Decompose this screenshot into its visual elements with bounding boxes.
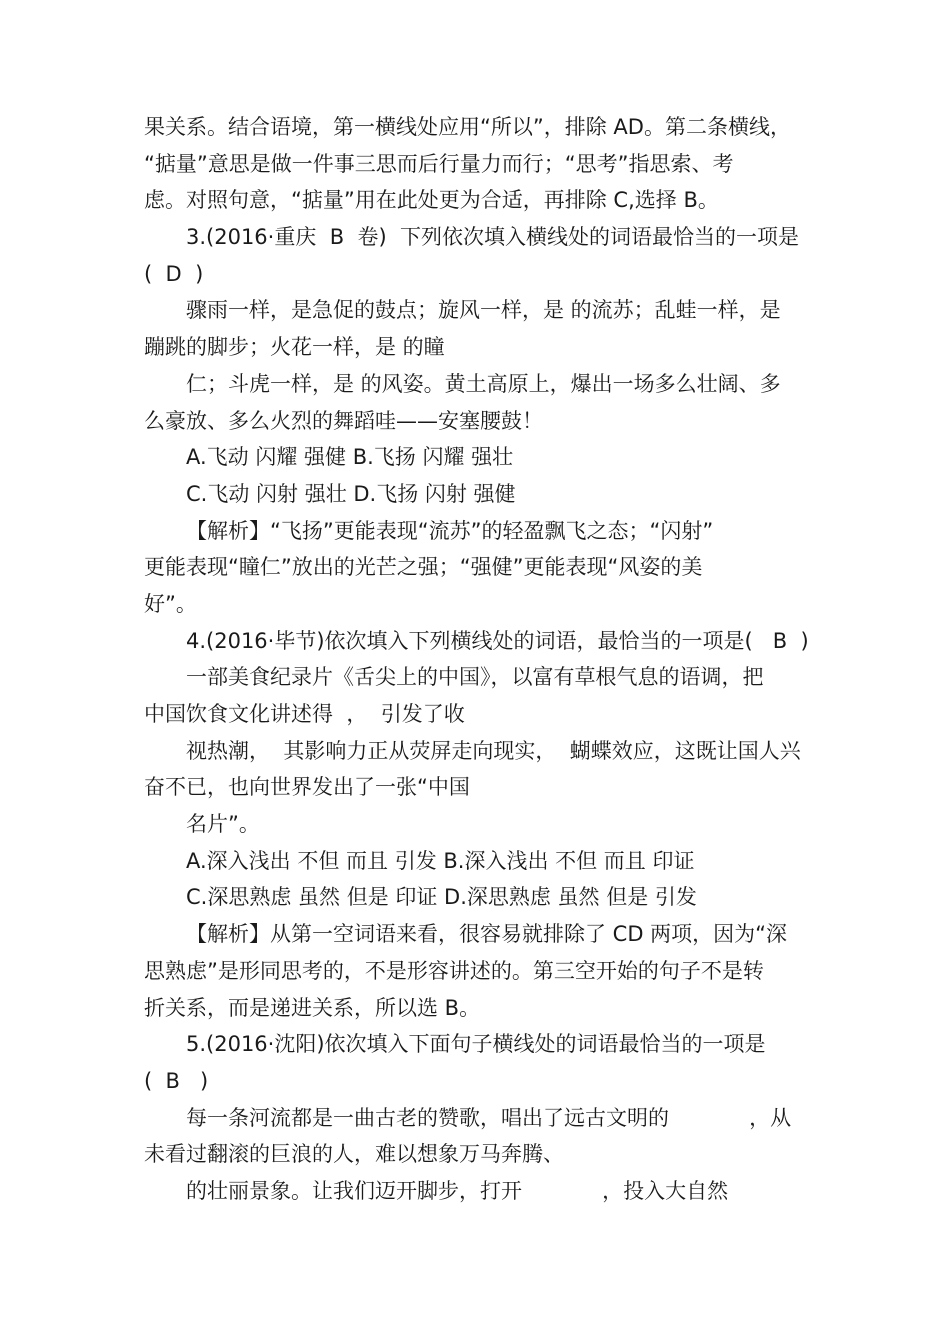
text-line: 中国饮食文化讲述得 ， 引发了收 [144,702,465,726]
text-line: 【解析】“飞扬”更能表现“流苏”的轻盈飘飞之态；“闪射” [186,518,714,543]
text-line: 5.(2016·沈阳)依次填入下面句子横线处的词语最恰当的一项是 [186,1032,766,1057]
text-line: 仁；斗虎一样，是 的风姿。黄土高原上，爆出一场多么壮阔、多 [186,371,781,396]
text-line: ( D ) [144,261,204,286]
text-line: 虑。对照句意，“掂量”用在此处更为合适，再排除 C,选择 B。 [144,188,719,213]
text-line: 思熟虑”是形同思考的，不是形容讲述的。第三空开始的句子不是转 [144,958,764,983]
text-line: 更能表现“瞳仁”放出的光芒之强；“强健”更能表现“风姿的美 [144,555,703,580]
text-line: 一部美食纪录片《舌尖上的中国》，以富有草根气息的语调，把 [186,665,764,690]
text-line: 未看过翻滚的巨浪的人，难以想象万马奔腾、 [144,1142,564,1167]
text-line: 【解析】从第一空词语来看，很容易就排除了 CD 两项，因为“深 [186,922,788,947]
text-line: 果关系。结合语境，第一横线处应用“所以”，排除 AD。第二条横线， [144,115,791,139]
text-line: C.飞动 闪射 强壮 D.飞扬 闪射 强健 [186,481,516,506]
text-line: 蹦跳的脚步；火花一样，是 的瞳 [144,335,445,360]
text-line: 3.(2016·重庆 B 卷) 下列依次填入横线处的词语最恰当的一项是 [186,225,799,250]
text-line: 的壮丽景象。让我们迈开脚步，打开 ，投入大自然 [186,1178,729,1203]
text-line: 每一条河流都是一曲古老的赞歌，唱出了远古文明的 ，从 [186,1105,792,1130]
text-line: 4.(2016·毕节)依次填入下列横线处的词语，最恰当的一项是( B ) [186,628,809,653]
text-line: 名片”。 [186,812,260,837]
text-line: 骤雨一样，是急促的鼓点；旋风一样，是 的流苏；乱蛙一样，是 [186,298,781,323]
text-line: 么豪放、多么火烈的舞蹈哇——安塞腰鼓！ [144,408,543,433]
text-line: A.深入浅出 不但 而且 引发 B.深入浅出 不但 而且 印证 [186,848,695,873]
text-line: C.深思熟虑 虽然 但是 印证 D.深思熟虑 虽然 但是 引发 [186,885,697,910]
text-line: 奋不已，也向世界发出了一张“中国 [144,775,470,800]
text-line: A.飞动 闪耀 强健 B.飞扬 闪耀 强壮 [186,445,514,470]
text-line: ( B ) [144,1068,209,1093]
document-body [144,109,820,1210]
text-line: 好”。 [144,591,197,616]
text-line: 视热潮， 其影响力正从荧屏走向现实， 蝴蝶效应，这既让国人兴 [186,738,801,763]
text-line: 折关系，而是递进关系，所以选 B。 [144,995,481,1020]
text-line: “掂量”意思是做一件事三思而后行量力而行；“思考”指思索、考 [144,151,734,176]
